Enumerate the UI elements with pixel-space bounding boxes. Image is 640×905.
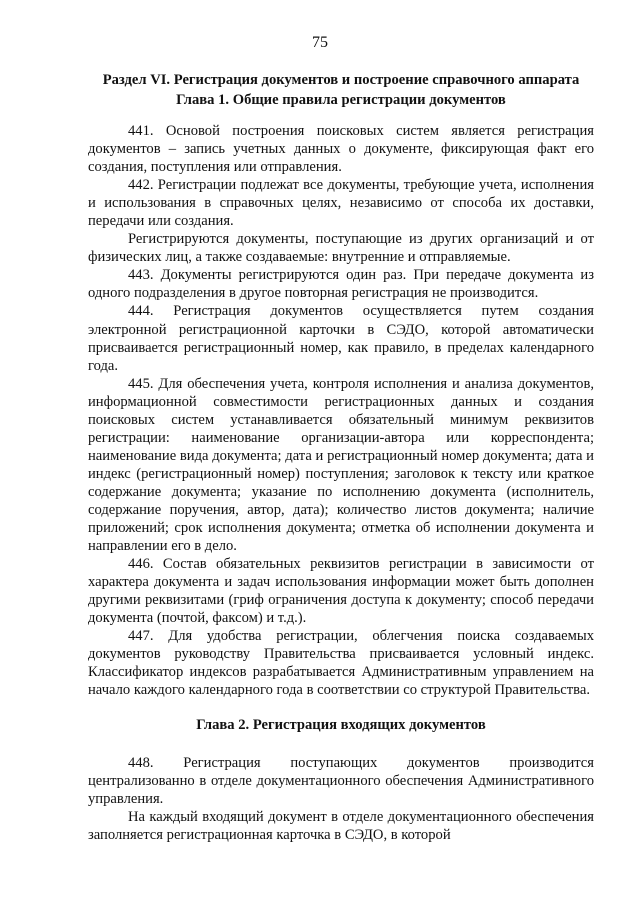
paragraph: 442. Регистрации подлежат все документы, требующие учета, исполнения и использования в справочных целях, независимо от способа их доставки, передачи или создания. (88, 177, 594, 230)
paragraph: 445. Для обеспечения учета, контроля исполнения и анализа документов, информационной совместимости регистрационных данных и создания поисковых систем устанавливается обязательный минимум реквизитов регистрации: наименование организации-автора или корреспондента; наименование вида документа; дата и регистрационный номер документа; дата и индекс (регистрационный номер) поступления; заголовок к тексту или краткое содержание документа; указание по исполнению документа (исполнитель, содержание поручения, автор, дата); количество листов документа; наличие приложений; срок исполнения документа; отметка об исполнении документа и направлении его в дело. (88, 375, 594, 555)
chapter-2-title: Глава 2. Регистрация входящих документов (196, 716, 486, 733)
paragraph: 447. Для удобства регистрации, облегчения поиска создаваемых документов руководству Правительства присваивается условный индекс. Классификатор индексов разрабатывается Административным управлением на начало каждого календарного года в соответствии со структурой Правительства. (88, 628, 594, 699)
paragraph: Регистрируются документы, поступающие из других организаций и от физических лиц, а также создаваемые: внутренние и отправляемые. (88, 231, 594, 266)
paragraph: 444. Регистрация документов осуществляется путем создания электронной регистрационной карточки в СЭДО, которой автоматически присваивается регистрационный номер, как правило, в пределах календарного года. (88, 303, 594, 374)
paragraph: На каждый входящий документ в отделе документационного обеспечения заполняется регистрационная карточка в СЭДО, в которой (88, 808, 594, 843)
paragraph: 443. Документы регистрируются один раз. При передаче документа из одного подразделения в другое повторная регистрация не производится. (88, 267, 594, 302)
document-body (88, 122, 594, 844)
paragraph: 441. Основой построения поисковых систем является регистрация документов – запись учетных данных о документе, фиксирующая факт его создания, поступления или отправления. (88, 123, 594, 176)
paragraph: 448. Регистрация поступающих документов производится централизованно в отделе документационного обеспечения Административного управления. (88, 754, 594, 807)
section-title: Раздел VI. Регистрация документов и построение справочного аппарата (102, 72, 580, 88)
paragraph: 446. Состав обязательных реквизитов регистрации в зависимости от характера документа и задач использования информации может быть дополнен другими реквизитами (гриф ограничения доступа к документу; способ передачи документа (почтой, факсом) и т.д.). (88, 556, 594, 627)
page-number: 75 (312, 34, 328, 51)
heading-block (88, 70, 594, 110)
chapter-title: Глава 1. Общие правила регистрации документов (176, 92, 506, 108)
